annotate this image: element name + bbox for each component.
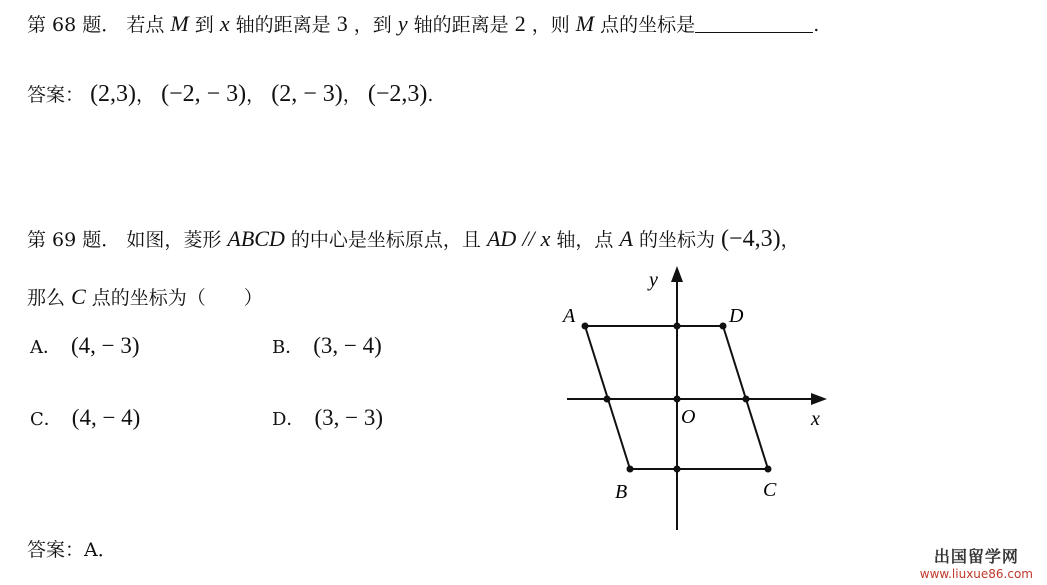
question-text: ，则 — [531, 14, 570, 36]
option-value: (4, − 4) — [71, 405, 141, 430]
rhombus-name: ABCD — [227, 226, 285, 251]
x-axis-arrow-icon — [811, 393, 827, 405]
point-c-dot — [765, 466, 772, 473]
question-number: 第 69 题 — [27, 229, 102, 251]
point-d-dot — [720, 323, 727, 330]
answer-value: A． — [84, 539, 117, 561]
dc-x-intersection-dot — [743, 396, 750, 403]
answer-label: 答案： — [27, 84, 85, 106]
separator: ， — [136, 84, 156, 106]
option-letter: A． — [30, 337, 61, 358]
option-letter: B． — [272, 337, 304, 358]
y-axis-arrow-icon — [671, 266, 683, 282]
label-origin: O — [681, 406, 696, 428]
question-text: 的中心是坐标原点，且 — [290, 229, 481, 251]
y-var: y — [397, 11, 408, 36]
separator: ， — [246, 84, 266, 106]
question-text: 轴，点 — [556, 229, 614, 251]
distance-2: 2 — [514, 11, 526, 36]
question-68: 第 68 题． 若点 M 到 x 轴的距离是 3 ，到 y 轴的距离是 2 ，则 M 点的坐标是 . — [27, 11, 820, 36]
ab-x-intersection-dot — [604, 396, 611, 403]
question-text: 若点 — [126, 14, 165, 36]
answer-69 — [27, 535, 117, 562]
label-a: A — [563, 305, 576, 327]
label-y: y — [649, 269, 658, 291]
point-c: C — [71, 284, 86, 309]
point-b-dot — [627, 466, 634, 473]
option-d — [272, 405, 383, 431]
point-a-dot — [582, 323, 589, 330]
point-m: M — [575, 11, 595, 36]
label-b: B — [615, 481, 628, 503]
x-var: x — [219, 11, 230, 36]
coordinate: (−2, − 3) — [161, 81, 247, 107]
option-value: (3, − 3) — [314, 405, 383, 430]
period: . — [813, 14, 820, 36]
label-x: x — [811, 408, 820, 430]
option-letter: C． — [30, 409, 62, 430]
question-text: 到 — [194, 14, 214, 36]
option-value: (3, − 4) — [313, 333, 382, 358]
question-text: 如图，菱形 — [126, 229, 222, 251]
watermark-url: www.liuxue86.com — [919, 567, 1033, 581]
question-text: 的坐标为 — [638, 229, 715, 251]
question-69: 第 69 题． 如图，菱形 ABCD 的中心是坐标原点，且 AD // x 轴，点 A 的坐标为 (−4,3)， — [27, 226, 800, 252]
coordinate-a: (−4,3) — [721, 226, 781, 252]
question-69-line2 — [27, 283, 263, 310]
separator: ， — [342, 84, 362, 106]
answer-blank — [695, 14, 813, 33]
question-text: 点的坐标是 — [600, 14, 696, 36]
question-number: 第 68 题 — [27, 14, 102, 36]
point-a: A — [619, 226, 633, 251]
option-b — [272, 333, 382, 359]
x-var: x — [540, 226, 551, 251]
option-a — [30, 333, 140, 359]
label-d: D — [729, 305, 744, 327]
distance-3: 3 — [336, 11, 348, 36]
option-value: (4, − 3) — [71, 333, 140, 358]
coordinate: (2, − 3) — [271, 81, 343, 107]
question-text: ， — [780, 229, 800, 251]
question-text: 点的坐标为（ ） — [91, 287, 263, 309]
question-text: 那么 — [27, 287, 66, 309]
segment-ad: AD — [486, 226, 517, 251]
watermark — [920, 544, 1033, 581]
bc-y-intersection-dot — [674, 466, 681, 473]
option-c — [30, 405, 140, 431]
question-text: 轴的距离是 — [413, 14, 509, 36]
question-text: ，到 — [353, 14, 392, 36]
coordinate: (−2,3) — [367, 81, 428, 107]
question-text: 轴的距离是 — [235, 14, 331, 36]
rhombus-figure — [555, 262, 845, 537]
option-letter: D． — [272, 409, 305, 430]
origin-dot — [674, 396, 681, 403]
answer-label: 答案： — [27, 539, 85, 561]
answer-68 — [27, 80, 433, 108]
label-c: C — [763, 479, 777, 501]
point-m: M — [170, 11, 189, 36]
period: . — [427, 84, 434, 106]
parallel-symbol: // — [522, 226, 535, 251]
coordinate: (2,3) — [90, 81, 137, 107]
watermark-title: 出国留学网 — [933, 547, 1019, 566]
ad-y-intersection-dot — [674, 323, 681, 330]
